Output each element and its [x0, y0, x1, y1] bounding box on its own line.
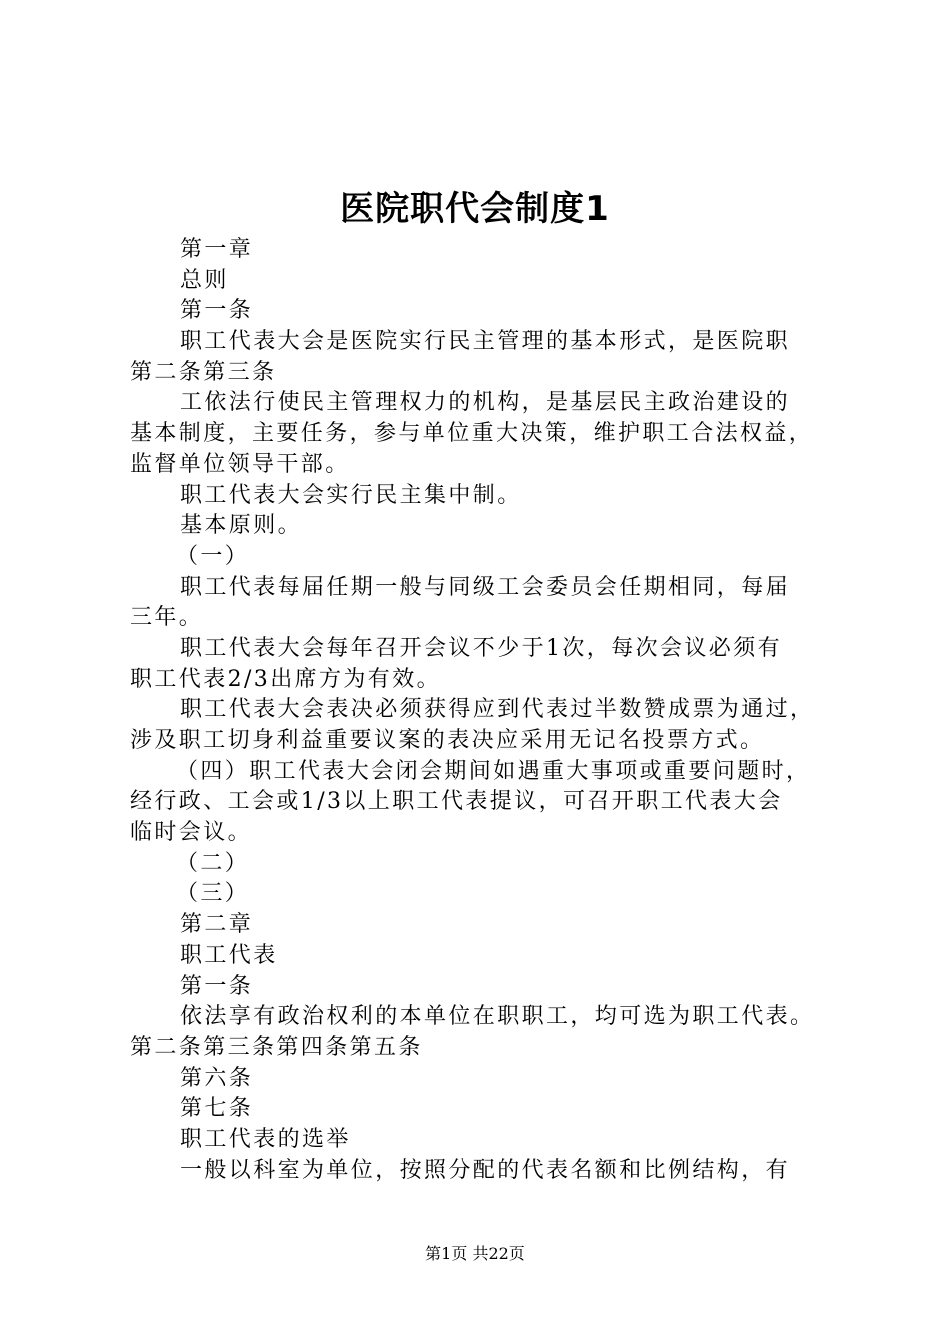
body-line: 职工代表的选举 — [180, 1126, 351, 1152]
document-body — [130, 235, 850, 1186]
body-line: 职工代表2/3出席方为有效。 — [130, 666, 442, 692]
body-line: 涉及职工切身利益重要议案的表决应采用无记名投票方式。 — [130, 728, 765, 753]
body-line: 依法享有政治权利的本单位在职职工，均可选为职工代表。 — [180, 1004, 815, 1030]
body-line: （四）职工代表大会闭会期间如遇重大事项或重要问题时， — [176, 758, 811, 784]
body-line: （三） — [176, 881, 250, 907]
body-line: 第一章 — [180, 237, 254, 262]
body-line: 一般以科室为单位，按照分配的代表名额和比例结构，有 — [180, 1157, 791, 1183]
body-line: 职工代表大会是医院实行民主管理的基本形式，是医院职 — [180, 329, 791, 355]
body-line: 职工代表每届任期一般与同级工会委员会任期相同，每届 — [180, 574, 791, 600]
body-line: 监督单位领导干部。 — [130, 451, 350, 477]
body-line: 第二章 — [180, 912, 254, 938]
document-title: 医院职代会制度1 — [340, 189, 610, 229]
body-line: 第一条 — [180, 298, 254, 324]
body-line: 第七条 — [180, 1096, 254, 1122]
body-line: （一） — [176, 543, 250, 569]
body-line: （二） — [176, 850, 250, 876]
body-line: 经行政、工会或1/3以上职工代表提议，可召开职工代表大会 — [130, 789, 783, 815]
body-line: 总则 — [180, 267, 229, 293]
body-line: 第一条 — [180, 973, 254, 999]
body-line: 基本制度，主要任务，参与单位重大决策，维护职工合法权益， — [130, 421, 814, 447]
body-line: 职工代表 — [180, 942, 278, 968]
body-line: 临时会议。 — [130, 820, 253, 846]
body-line: 工依法行使民主管理权力的机构，是基层民主政治建设的 — [180, 390, 791, 416]
body-line: 三年。 — [130, 605, 204, 631]
body-line: 第二条第三条第四条第五条 — [130, 1034, 423, 1060]
body-line: 职工代表大会表决必须获得应到代表过半数赞成票为通过， — [180, 697, 815, 723]
body-line: 职工代表大会实行民主集中制。 — [180, 482, 522, 508]
page-footer: 第1页 共22页 — [425, 1244, 525, 1263]
body-line: 基本原则。 — [180, 513, 303, 539]
body-line: 第二条第三条 — [130, 359, 277, 385]
body-line: 第六条 — [180, 1065, 254, 1091]
body-line: 职工代表大会每年召开会议不少于1次，每次会议必须有 — [180, 635, 782, 661]
